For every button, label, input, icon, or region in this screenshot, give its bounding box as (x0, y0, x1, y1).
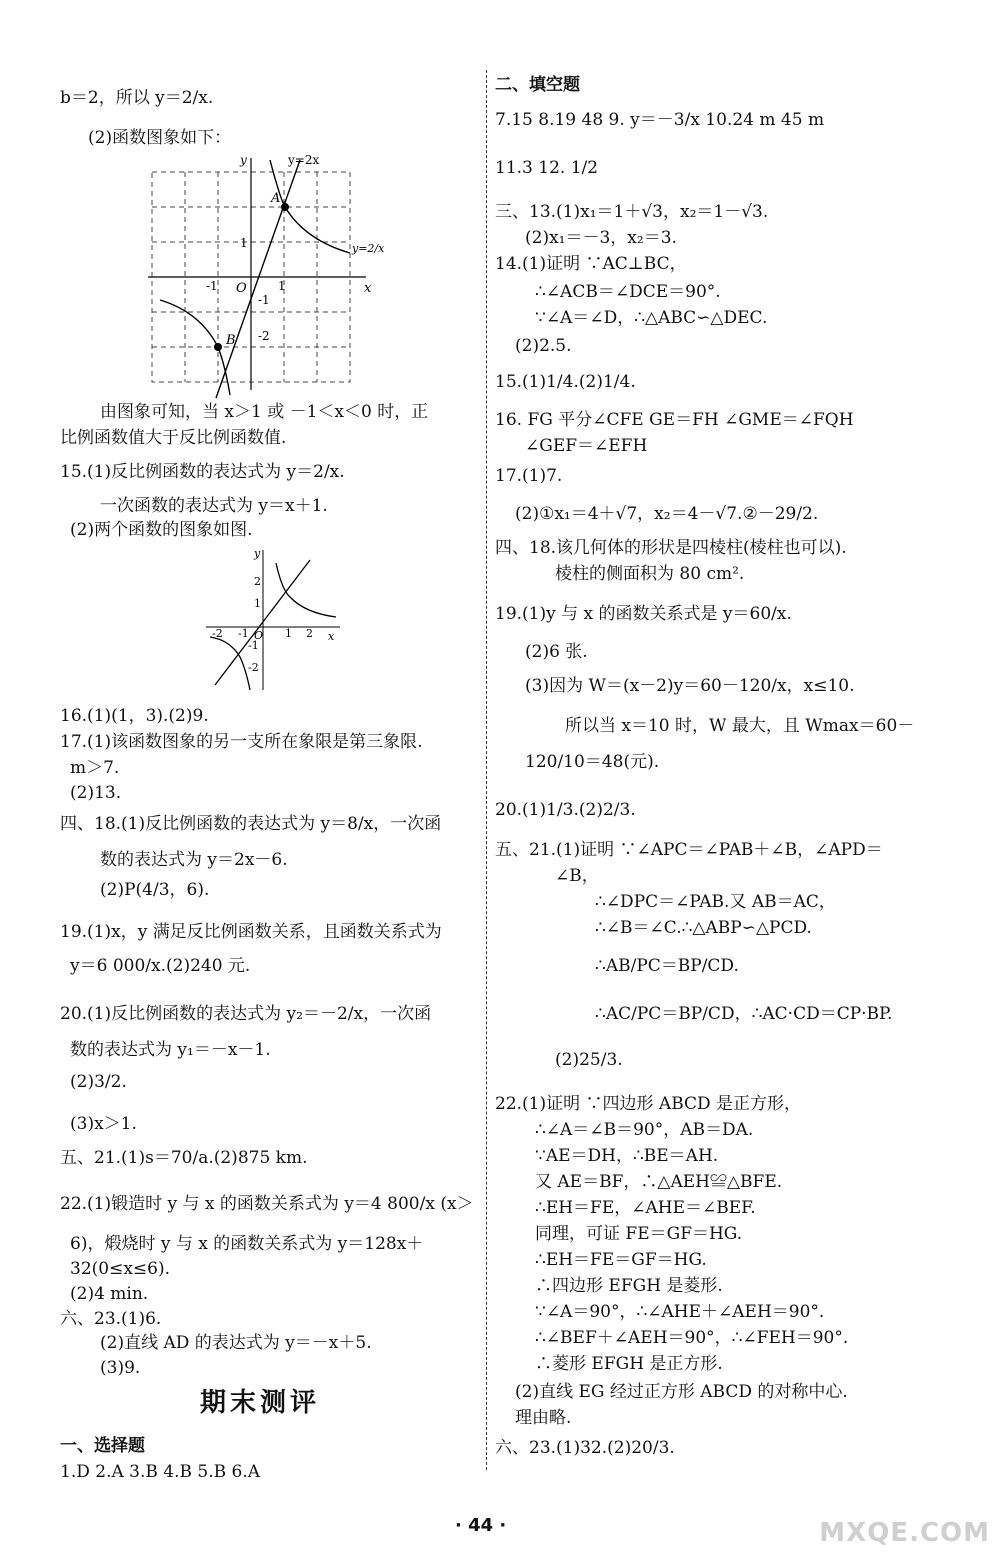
left-line: (3)x＞1. (70, 1114, 137, 1134)
right-line: 又 AE＝BF，∴△AEH≌△BFE. (535, 1172, 783, 1192)
left-line: 比例函数值大于反比例函数值. (60, 428, 287, 448)
section-title: 期末测评 (200, 1388, 321, 1418)
right-line: ∴EH＝FE，∠AHE＝∠BEF. (535, 1198, 756, 1218)
right-line: ∴∠DPC＝∠PAB.又 AB＝AC， (595, 892, 836, 912)
right-line: 五、21.(1)证明 ∵∠APC＝∠PAB＋∠B，∠APD＝ (495, 840, 883, 860)
right-line: (2)①x₁＝4＋√7，x₂＝4－√7.②－29/2. (515, 504, 819, 524)
right-line: ∴∠A＝∠B＝90°，AB＝DA. (535, 1120, 754, 1140)
graph-1-label-hyperbola: y=2/x (352, 242, 385, 255)
left-line: 20.(1)反比例函数的表达式为 y₂＝－2/x，一次函 (60, 1004, 432, 1024)
left-line: (2)P(4/3，6). (100, 880, 210, 900)
right-line: 22.(1)证明 ∵四边形 ABCD 是正方形， (495, 1094, 802, 1114)
graph-2 (200, 545, 350, 693)
graph-1-tick-m1x: -1 (206, 279, 218, 293)
left-line: 五、21.(1)s＝70/a.(2)875 km. (60, 1148, 308, 1168)
left-line: 数的表达式为 y₁＝－x－1. (70, 1040, 271, 1060)
right-line: ∴AC/PC＝BP/CD，∴AC·CD＝CP·BP. (595, 1004, 893, 1024)
graph-2-label-o: O (254, 629, 264, 642)
graph-2-tick-m1y: -1 (248, 639, 259, 652)
graph-1-tick-1x: 1 (278, 279, 286, 293)
left-line: 数的表达式为 y＝2x－6. (100, 850, 288, 870)
graph-1-label-a: A (271, 191, 281, 206)
right-line: ∴四边形 EFGH 是菱形. (535, 1276, 723, 1296)
left-line: 16.(1)(1，3).(2)9. (60, 706, 209, 726)
left-line: (2)4 min. (70, 1284, 149, 1304)
right-line: 同理，可证 FE＝GF＝HG. (535, 1224, 743, 1244)
left-line: y＝6 000/x.(2)240 元. (70, 956, 251, 976)
graph-1-point-b (214, 343, 222, 351)
left-line: m＞7. (70, 758, 120, 778)
right-line: (2)x₁＝－3，x₂＝3. (525, 228, 677, 248)
right-line: 15.(1)1/4.(2)1/4. (495, 372, 636, 392)
right-line: ∴∠B＝∠C.∴△ABP∽△PCD. (595, 918, 812, 938)
right-line: ∠GEF＝∠EFH (525, 436, 648, 456)
right-line: (2)25/3. (555, 1050, 623, 1070)
graph-2-label-x: x (328, 630, 335, 643)
right-line: 棱柱的侧面积为 80 cm². (555, 564, 745, 584)
graph-2-hyperbola-left (210, 637, 250, 690)
right-line: 11.3 12. 1/2 (495, 158, 599, 178)
right-line: 三、13.(1)x₁＝1＋√3，x₂＝1－√3. (495, 202, 769, 222)
graph-1-point-a (281, 203, 289, 211)
right-line: 120/10＝48(元). (525, 752, 660, 772)
left-line: (3)9. (100, 1358, 141, 1378)
left-line: (2)函数图象如下： (88, 128, 232, 148)
right-line: ∵∠A＝90°，∴∠AHE＋∠AEH＝90°. (535, 1302, 825, 1322)
left-line: (2)13. (70, 783, 122, 803)
graph-1-label-o: O (236, 281, 247, 296)
graph-2-label-y: y (254, 547, 261, 560)
right-line: 14.(1)证明 ∵AC⊥BC， (495, 254, 687, 274)
left-line: 一、选择题 (60, 1436, 145, 1456)
right-line: 四、18.该几何体的形状是四棱柱(棱柱也可以). (495, 538, 847, 558)
left-line: (2)直线 AD 的表达式为 y＝－x＋5. (100, 1333, 372, 1353)
left-line: 四、18.(1)反比例函数的表达式为 y＝8/x，一次函 (60, 814, 442, 834)
column-divider (486, 70, 487, 1470)
right-line: (2)6 张. (525, 642, 588, 662)
graph-1 (140, 150, 385, 400)
right-line: 理由略. (515, 1408, 572, 1428)
right-line: 16. FG 平分∠CFE GE＝FH ∠GME＝∠FQH (495, 410, 854, 430)
graph-2-hyperbola-right (276, 563, 336, 617)
left-line: 一次函数的表达式为 y＝x＋1. (100, 496, 328, 516)
right-line: ∵AE＝DH，∴BE＝AH. (535, 1146, 719, 1166)
right-line: ∠B， (555, 866, 599, 886)
graph-2-tick-1y: 1 (254, 597, 261, 610)
graph-2-tick-2y: 2 (254, 575, 261, 588)
graph-1-label-y: y (240, 153, 247, 167)
right-line: 19.(1)y 与 x 的函数关系式是 y＝60/x. (495, 604, 792, 624)
left-line: 由图象可知，当 x＞1 或 －1＜x＜0 时，正 (100, 402, 429, 422)
left-line: (2)3/2. (70, 1072, 127, 1092)
graph-1-line-y2x (216, 160, 300, 398)
right-line: 20.(1)1/3.(2)2/3. (495, 800, 636, 820)
right-line: ∴菱形 EFGH 是正方形. (535, 1354, 723, 1374)
graph-1-tick-1y: 1 (240, 236, 248, 250)
left-line: b＝2，所以 y＝2/x. (60, 88, 214, 108)
right-line: (2)2.5. (515, 336, 572, 356)
graph-1-label-b: B (226, 333, 236, 348)
right-line: ∵∠A＝∠D，∴△ABC∽△DEC. (535, 308, 768, 328)
graph-1-tick-m2y: -2 (258, 329, 270, 343)
right-line: (3)因为 W＝(x－2)y＝60－120/x，x≤10. (525, 676, 855, 696)
left-line: (2)两个函数的图象如图. (70, 520, 253, 540)
graph-1-label-y2x: y=2x (288, 153, 320, 167)
right-line: (2)直线 EG 经过正方形 ABCD 的对称中心. (515, 1382, 848, 1402)
left-line: 17.(1)该函数图象的另一支所在象限是第三象限. (60, 732, 423, 752)
graph-2-tick-2x: 2 (306, 627, 313, 640)
left-line: 15.(1)反比例函数的表达式为 y＝2/x. (60, 462, 345, 482)
graph-1-tick-m1y: -1 (258, 293, 270, 307)
page-number: · 44 · (455, 1515, 507, 1536)
right-line: ∴∠BEF＋∠AEH＝90°，∴∠FEH＝90°. (535, 1328, 849, 1348)
graph-2-tick-m2y: -2 (248, 661, 259, 674)
right-line: 17.(1)7. (495, 466, 563, 486)
left-line: 19.(1)x，y 满足反比例函数关系，且函数关系式为 (60, 922, 442, 942)
left-line: 1.D 2.A 3.B 4.B 5.B 6.A (60, 1462, 260, 1482)
graph-2-tick-m1x: -1 (238, 627, 249, 640)
right-line: 六、23.(1)32.(2)20/3. (495, 1438, 675, 1458)
right-line: ∴EH＝FE＝GF＝HG. (535, 1250, 707, 1270)
graph-2-tick-1x: 1 (285, 627, 292, 640)
graph-2-tick-m2x: -2 (212, 627, 223, 640)
right-line: ∴∠ACB＝∠DCE＝90°. (535, 282, 721, 302)
right-line: 二、填空题 (495, 75, 580, 95)
right-line: ∴AB/PC＝BP/CD. (595, 956, 739, 976)
left-line: 六、23.(1)6. (60, 1309, 162, 1329)
left-line: 22.(1)锻造时 y 与 x 的函数关系式为 y＝4 800/x (x＞ (60, 1194, 474, 1214)
left-line: 6)，煅烧时 y 与 x 的函数关系式为 y＝128x＋ (70, 1234, 424, 1254)
right-line: 7.15 8.19 48 9. y＝－3/x 10.24 m 45 m (495, 110, 825, 130)
watermark-logo: MXQE.COM (819, 1518, 990, 1548)
right-line: 所以当 x＝10 时，W 最大，且 Wmax＝60－ (565, 716, 915, 736)
graph-1-label-x: x (364, 281, 372, 296)
left-line: 32(0≤x≤6). (70, 1259, 171, 1279)
